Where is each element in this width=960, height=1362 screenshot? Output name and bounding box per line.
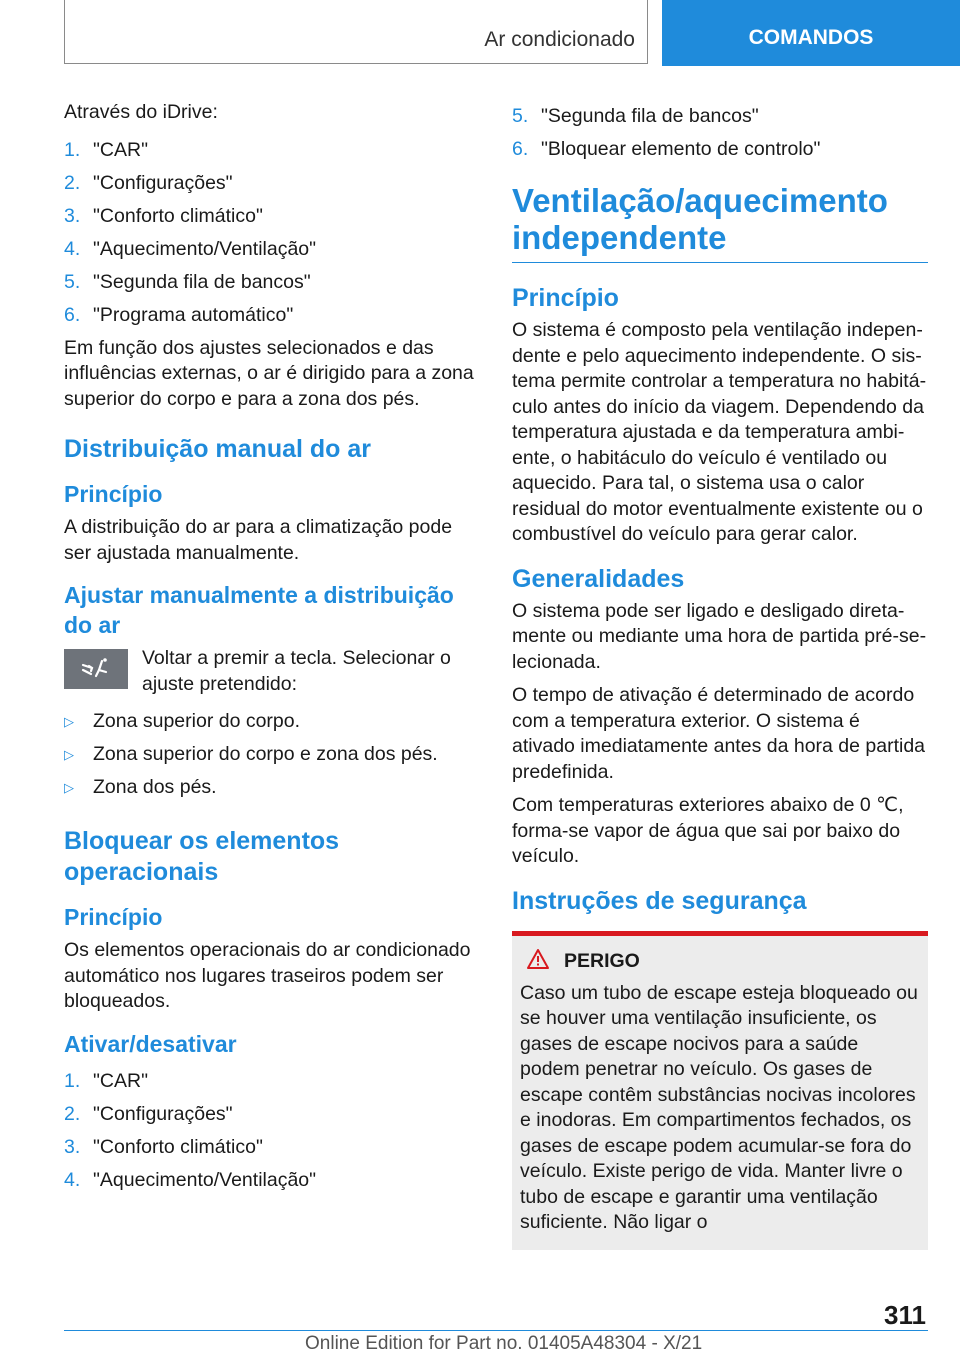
warning-label: PERIGO xyxy=(564,949,640,972)
step-number: 6. xyxy=(512,138,529,160)
step-text: "Aquecimento/Ventilação" xyxy=(93,237,317,260)
heading-principle: Princípio xyxy=(64,904,163,930)
body-paragraph: Com temperaturas exteriores abaixo de 0 ℃, forma-se vapor de água que sai por baixo do veículo. xyxy=(512,794,904,867)
left-column xyxy=(64,100,478,1201)
page-header xyxy=(0,0,960,66)
list-item xyxy=(64,1065,478,1098)
list-item xyxy=(64,299,478,332)
chapter-tab: COMANDOS xyxy=(662,0,960,66)
button-instruction xyxy=(64,646,478,697)
section-title: Ar condicionado xyxy=(484,28,635,51)
list-item xyxy=(64,134,478,167)
list-item xyxy=(64,705,478,738)
step-number: 3. xyxy=(64,204,81,227)
list-item xyxy=(64,167,478,200)
step-number: 1. xyxy=(64,138,81,161)
step-number: 4. xyxy=(64,1168,81,1191)
list-item xyxy=(64,1131,478,1164)
warning-header xyxy=(520,948,920,975)
step-text: "Conforto climático" xyxy=(93,1135,263,1158)
list-item xyxy=(512,100,928,133)
step-text: "Configurações" xyxy=(93,171,233,194)
heading-lock-controls: Bloquear os elementos operacionais xyxy=(64,827,340,886)
heading-activate: Ativar/desativar xyxy=(64,1030,237,1057)
step-text: "CAR" xyxy=(93,138,149,161)
warning-triangle-icon xyxy=(526,948,550,975)
steps-list-1 xyxy=(64,134,478,332)
step-number: 2. xyxy=(64,1102,81,1125)
body-paragraph: O sistema pode ser ligado e desligado diretamente ou mediante uma hora de partida pré-selecionada. xyxy=(512,599,927,673)
body-paragraph: O sistema é composto pela ventilação independente e pelo aquecimento independente. O sistema permite controlar a temperatura no habitáculo antes do início da viagem. Dependendo da temperatura ajustada e da temperatura ambiente, o habitáculo do veículo é ventilado ou aquecido. Para tal, o sistema usa o calor residual do motor eventualmente existente ou o combustível do veículo para gerar calor. xyxy=(512,319,927,545)
heading-safety: Instruções de segurança xyxy=(512,886,807,915)
option-text: Zona dos pés. xyxy=(93,776,217,798)
step-number: 6. xyxy=(64,303,81,326)
step-text: "Segunda fila de bancos" xyxy=(93,270,311,293)
triangle-bullet-icon: ▷ xyxy=(64,747,74,762)
list-item xyxy=(64,266,478,299)
option-text: Zona superior do corpo. xyxy=(93,710,301,732)
danger-warning-box xyxy=(512,931,928,1250)
list-item xyxy=(512,133,928,166)
footer-divider xyxy=(64,1330,928,1331)
step-text: "Aquecimento/Ventilação" xyxy=(93,1168,317,1191)
step-text: "CAR" xyxy=(93,1069,149,1092)
body-paragraph: Em função dos ajustes selecionados e das influências externas, o ar é dirigido para a zona superior do corpo e para a zona dos pés. xyxy=(64,336,474,410)
body-paragraph: A distribuição do ar para a climatização pode ser ajustada manualmente. xyxy=(64,516,453,564)
page-number: 311 xyxy=(884,1300,926,1330)
step-text: "Segunda fila de bancos" xyxy=(541,105,759,127)
list-item xyxy=(64,233,478,266)
options-list xyxy=(64,705,478,804)
step-number: 5. xyxy=(512,105,529,127)
steps-list-3 xyxy=(512,100,928,166)
button-text: Voltar a premir a tecla. Selecionar o ajuste pretendido: xyxy=(142,647,451,695)
body-paragraph: O tempo de ativação é determinado de acordo com a temperatura exterior. O sistema é ativado imediatamente antes da hora de partida predefinida. xyxy=(512,684,926,783)
heading-adjust: Ajustar manualmente a distribuição do ar xyxy=(64,582,454,638)
list-item xyxy=(64,200,478,233)
edition-text: Online Edition for Part no. 01405A48304 - X/21 xyxy=(305,1333,703,1354)
option-text: Zona superior do corpo e zona dos pés. xyxy=(93,743,438,765)
air-distribution-icon xyxy=(79,657,113,681)
heading-principle: Princípio xyxy=(512,284,619,312)
heading-distribution: Distribuição manual do ar xyxy=(64,435,372,463)
list-item xyxy=(64,771,478,804)
triangle-bullet-icon: ▷ xyxy=(64,780,74,795)
heading-general: Generalidades xyxy=(512,564,685,593)
step-text: "Bloquear elemento de controlo" xyxy=(541,138,821,160)
air-distribution-icon xyxy=(64,649,128,689)
list-item xyxy=(64,738,478,771)
step-number: 3. xyxy=(64,1135,81,1158)
step-number: 2. xyxy=(64,171,81,194)
steps-list-2 xyxy=(64,1065,478,1197)
list-item xyxy=(64,1098,478,1131)
step-number: 5. xyxy=(64,270,81,293)
step-text: "Programa automático" xyxy=(93,303,294,326)
step-text: "Configurações" xyxy=(93,1102,233,1125)
step-number: 4. xyxy=(64,237,81,260)
right-column xyxy=(512,100,928,1250)
triangle-bullet-icon: ▷ xyxy=(64,714,74,729)
list-item xyxy=(64,1164,478,1197)
heading-ventilation-heating: Ventilação/aquecimento independente xyxy=(512,182,928,263)
body-paragraph: Os elementos operacionais do ar condicionado automático nos lugares traseiros podem ser bloqueados. xyxy=(64,939,471,1012)
warning-text: Caso um tubo de escape esteja bloqueado ou se houver uma ventilação insuficiente, os gases de escape nocivos para a saúde podem penetrar no veículo. Os gases de escape contêm substâncias nocivas incolores e inodoras. Em compartimentos fechados, os gases de escape podem acumular-se fora do veículo. Existe perigo de vida. Manter livre o tubo de escape e garantir uma ventilação suficiente. Não ligar o xyxy=(520,981,918,1233)
heading-principle: Princípio xyxy=(64,481,163,507)
step-number: 1. xyxy=(64,1069,81,1092)
step-text: "Conforto climático" xyxy=(93,204,263,227)
intro-text: Através do iDrive: xyxy=(64,101,218,123)
